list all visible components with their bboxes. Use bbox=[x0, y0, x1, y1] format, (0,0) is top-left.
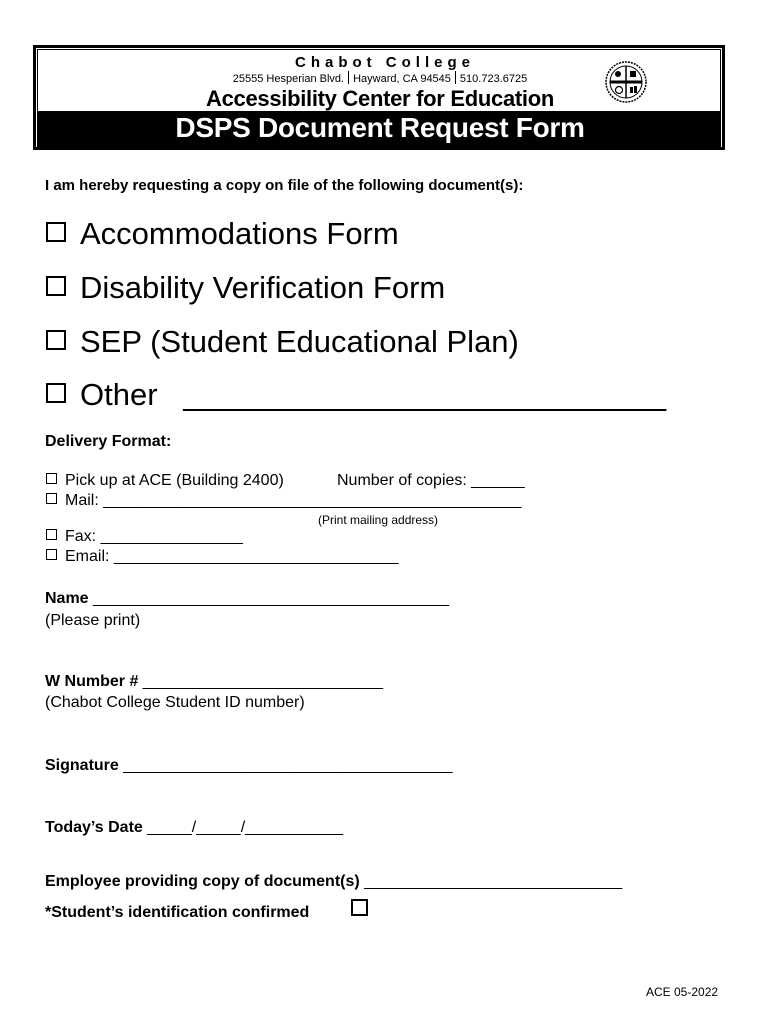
street-address: 25555 Hesperian Blvd. bbox=[232, 73, 345, 85]
name-line[interactable]: ________________________________________ bbox=[93, 590, 449, 607]
form-title: DSPS Document Request Form bbox=[175, 112, 585, 143]
option-email[interactable] bbox=[46, 548, 399, 566]
fax-label: Fax: ________________ bbox=[65, 528, 243, 545]
copies-field[interactable]: Number of copies: ______ bbox=[337, 472, 525, 489]
date-field[interactable] bbox=[45, 819, 343, 837]
option-pickup[interactable] bbox=[46, 472, 284, 490]
email-label: Email: ________________________________ bbox=[65, 548, 399, 565]
name-field[interactable] bbox=[45, 590, 449, 608]
pickup-label: Pick up at ACE (Building 2400) bbox=[65, 472, 284, 489]
signature-label: Signature bbox=[45, 757, 119, 774]
option-disability-verification-form[interactable] bbox=[46, 270, 445, 306]
college-seal-icon bbox=[604, 60, 648, 104]
college-name: Chabot College bbox=[294, 54, 475, 71]
footer-code: ACE 05-2022 bbox=[646, 985, 719, 999]
city-address: Hayward, CA 94545 bbox=[353, 73, 451, 85]
option-label: Disability Verification Form bbox=[80, 270, 446, 305]
w-number-hint: (Chabot College Student ID number) bbox=[45, 694, 305, 711]
option-mail[interactable] bbox=[46, 492, 521, 510]
option-other[interactable] bbox=[46, 377, 666, 413]
signature-line[interactable]: _____________________________________ bbox=[123, 757, 453, 774]
checkbox[interactable] bbox=[46, 383, 66, 403]
center-name: Accessibility Center for Education bbox=[206, 86, 554, 111]
signature-field[interactable] bbox=[45, 757, 453, 775]
checkbox[interactable] bbox=[46, 493, 57, 504]
w-number-line[interactable]: ___________________________ bbox=[142, 673, 384, 690]
phone-number: 510.723.6725 bbox=[459, 73, 528, 85]
checkbox[interactable] bbox=[46, 549, 57, 560]
checkbox[interactable] bbox=[46, 276, 66, 296]
intro-text: I am hereby requesting a copy on file of the following document(s): bbox=[45, 177, 524, 194]
confirm-checkbox[interactable] bbox=[351, 899, 368, 916]
employee-line[interactable]: _____________________________ bbox=[364, 873, 623, 890]
checkbox[interactable] bbox=[46, 330, 66, 350]
option-label: Accommodations Form bbox=[80, 216, 399, 251]
w-number-field[interactable] bbox=[45, 673, 383, 691]
option-sep[interactable] bbox=[46, 324, 519, 360]
employee-label: Employee providing copy of document(s) bbox=[45, 873, 360, 890]
checkbox[interactable] bbox=[46, 529, 57, 540]
confirm-label: *Student’s identification confirmed bbox=[45, 904, 310, 921]
date-label: Today’s Date bbox=[45, 819, 143, 836]
name-label: Name bbox=[45, 590, 89, 607]
w-number-label: W Number # bbox=[45, 673, 139, 690]
date-line[interactable]: _____/_____/___________ bbox=[147, 819, 344, 836]
option-accommodations-form[interactable] bbox=[46, 216, 399, 252]
option-fax[interactable] bbox=[46, 528, 243, 546]
employee-field[interactable] bbox=[45, 873, 622, 891]
option-label: SEP (Student Educational Plan) bbox=[80, 324, 519, 359]
delivery-heading: Delivery Format: bbox=[45, 433, 172, 450]
checkbox[interactable] bbox=[46, 473, 57, 484]
checkbox[interactable] bbox=[46, 222, 66, 242]
name-hint: (Please print) bbox=[45, 612, 141, 629]
option-label: Other ____________________________ bbox=[80, 377, 667, 412]
mail-hint: (Print mailing address) bbox=[318, 513, 439, 527]
mail-label: Mail: _______________________________________________ bbox=[65, 492, 522, 509]
